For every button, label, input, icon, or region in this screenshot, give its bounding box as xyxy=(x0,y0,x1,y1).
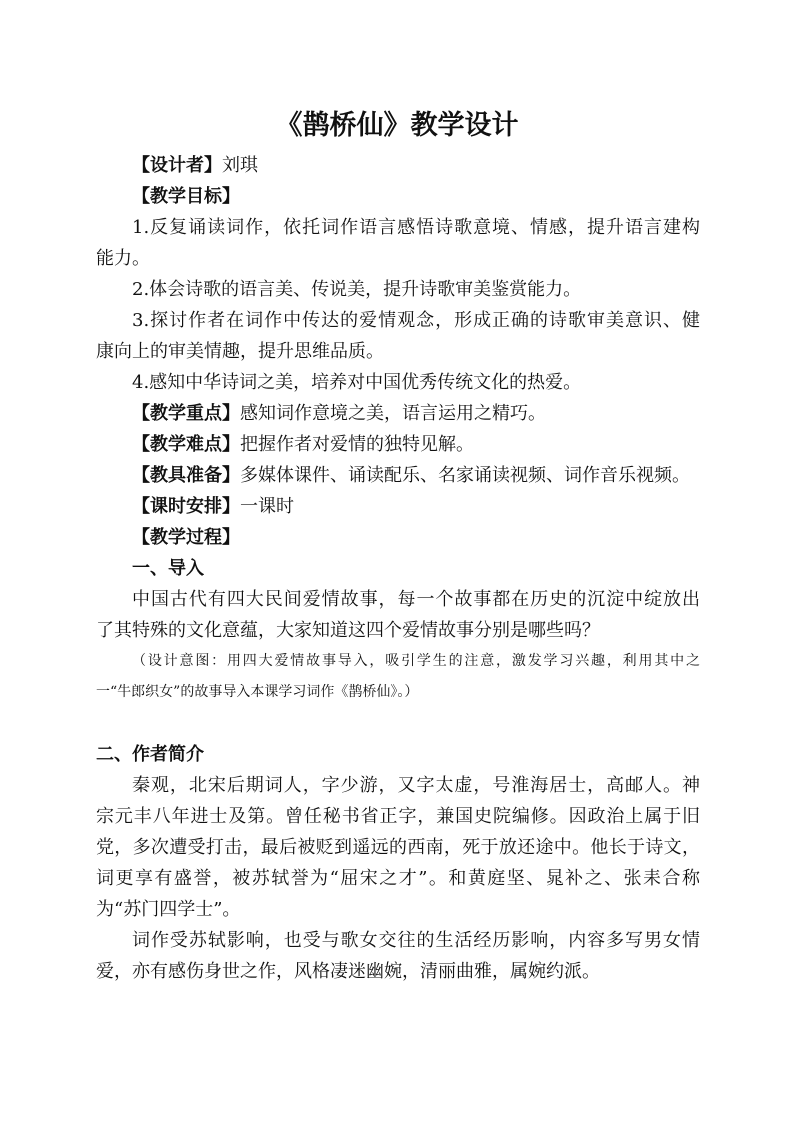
author-para-2-line-1: 词作受苏轼影响，也受与歌女交往的生活经历影响，内容多写男女情 xyxy=(132,930,700,951)
document-body xyxy=(96,150,700,987)
section-spacer xyxy=(96,708,700,739)
process-heading xyxy=(96,522,700,553)
author-para-1-line-4: 词更享有盛誉，被苏轼誉为“屈宋之才”。和黄庭坚、晁补之、张耒合称 xyxy=(96,868,700,889)
objective-3-line-2: 康向上的审美情趣，提升思维品质。 xyxy=(96,341,384,362)
schedule-label: 【课时安排】 xyxy=(132,496,240,517)
objective-1-line-2: 能力。 xyxy=(96,248,150,269)
objective-4: 4.感知中华诗词之美，培养对中国优秀传统文化的热爱。 xyxy=(132,372,582,393)
objective-3-line-1: 3.探讨作者在词作中传达的爱情观念，形成正确的诗歌审美意识、健 xyxy=(132,310,700,331)
section-1-heading: 一、导入 xyxy=(132,558,204,579)
difficulty-label: 【教学难点】 xyxy=(132,434,240,455)
materials-line xyxy=(96,460,700,491)
objective-2: 2.体会诗歌的语言美、传说美，提升诗歌审美鉴赏能力。 xyxy=(132,279,582,300)
key-point-label: 【教学重点】 xyxy=(132,403,240,424)
objective-1-line-1: 1.反复诵读词作，依托词作语言感悟诗歌意境、情感，提升语言建构 xyxy=(132,217,700,238)
materials-label: 【教具准备】 xyxy=(132,465,240,486)
design-intent-note-line-2: 一“牛郎织女”的故事导入本课学习词作《鹊桥仙》。） xyxy=(96,684,419,700)
objectives-label: 【教学目标】 xyxy=(132,186,240,207)
section-2-heading: 二、作者简介 xyxy=(96,744,204,765)
schedule-line xyxy=(96,491,700,522)
schedule-value: 一课时 xyxy=(240,496,294,517)
author-para-1-line-1: 秦观，北宋后期词人，字少游，又字太虚，号淮海居士，高邮人。神 xyxy=(132,775,700,796)
design-intent-note-line-1: （设计意图：用四大爱情故事导入，吸引学生的注意，激发学习兴趣，利用其中之 xyxy=(132,653,700,669)
difficulty-line xyxy=(96,429,700,460)
author-para-1-line-3: 党，多次遭受打击，最后被贬到遥远的西南，死于放还途中。他长于诗文， xyxy=(96,837,700,858)
key-point-value: 感知词作意境之美，语言运用之精巧。 xyxy=(240,403,546,424)
designer-label: 【设计者】 xyxy=(132,155,222,176)
difficulty-value: 把握作者对爱情的独特见解。 xyxy=(240,434,474,455)
key-point-line xyxy=(96,398,700,429)
process-label: 【教学过程】 xyxy=(132,527,240,548)
section-1-paragraph-line-1: 中国古代有四大民间爱情故事，每一个故事都在历史的沉淀中绽放出 xyxy=(132,589,700,610)
designer-value: 刘琪 xyxy=(222,155,258,176)
author-para-1-line-5: 为“苏门四学士”。 xyxy=(96,899,241,920)
document-title: 《鹊桥仙》教学设计 xyxy=(275,110,519,141)
section-1-paragraph-line-2: 了其特殊的文化意蕴，大家知道这四个爱情故事分别是哪些吗？ xyxy=(96,620,600,641)
author-para-1-line-2: 宗元丰八年进士及第。曾任秘书省正字，兼国史院编修。因政治上属于旧 xyxy=(96,806,700,827)
author-para-2-line-2: 爱，亦有感伤身世之作，风格凄迷幽婉，清丽曲雅，属婉约派。 xyxy=(96,961,600,982)
materials-value: 多媒体课件、诵读配乐、名家诵读视频、词作音乐视频。 xyxy=(240,465,690,486)
designer-line xyxy=(96,150,700,181)
objectives-heading xyxy=(96,181,700,212)
